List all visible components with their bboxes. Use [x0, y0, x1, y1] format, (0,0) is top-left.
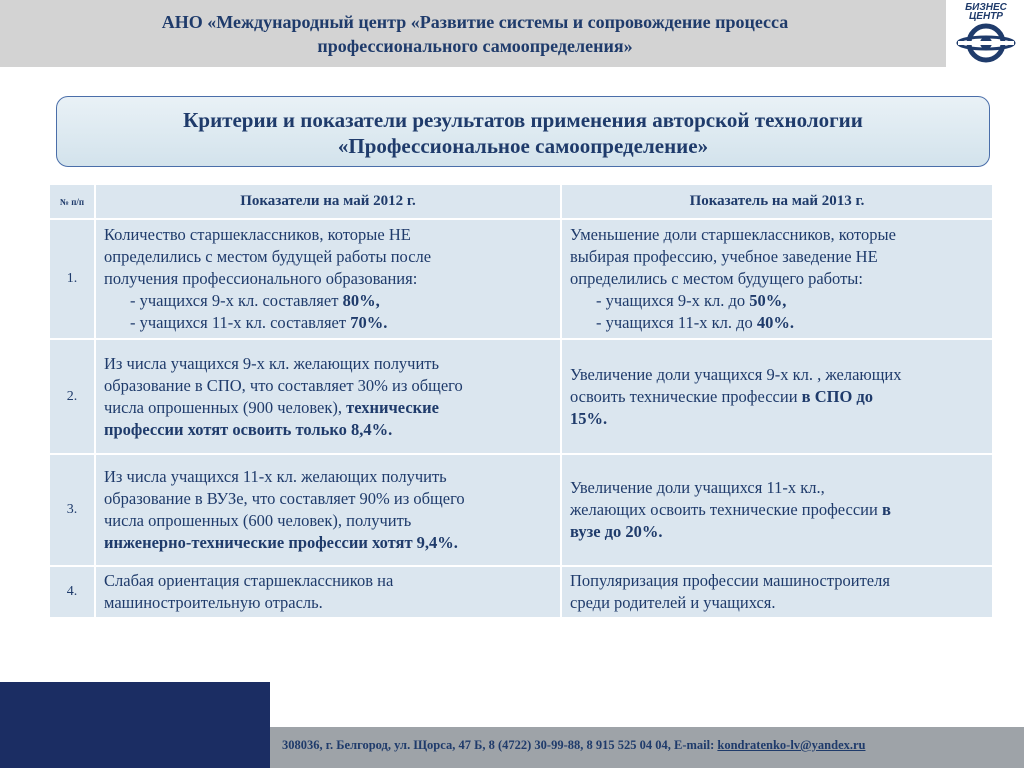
cell-bold-text: инженерно-технические профессии хотят 9,4%. [104, 533, 458, 552]
cell-bold-text: 15%. [570, 408, 608, 428]
bullet-item [104, 290, 552, 312]
indicator-2013-cell [561, 339, 993, 454]
cell-text: определились с местом будущей работы после [104, 247, 432, 266]
bullet-value: 40%. [756, 313, 794, 332]
table-header-row [49, 184, 993, 219]
cell-text: Из числа учащихся 11-х кл. желающих получить [104, 467, 447, 486]
footer-bar [270, 727, 1024, 768]
table-row [49, 566, 993, 618]
bullet-item [570, 290, 984, 312]
globe-logo-icon [955, 17, 1017, 65]
bullet-item [570, 312, 984, 334]
indicator-2013-cell [561, 566, 993, 618]
table-row [49, 219, 993, 339]
slide-title-line2: «Профессиональное самоопределение» [337, 134, 709, 158]
footer-email-link[interactable]: kondratenko-lv@yandex.ru [717, 738, 866, 752]
indicator-2012-cell [95, 454, 561, 566]
bullet-text: - учащихся 11-х кл. до [596, 313, 757, 332]
column-header-number: № п/п [49, 184, 95, 219]
cell-text: числа опрошенных (600 человек), получить [104, 511, 412, 530]
bullet-text: - учащихся 11-х кл. составляет [130, 313, 351, 332]
cell-text: Популяризация профессии машиностроителя [570, 571, 890, 590]
column-header-2013: Показатель на май 2013 г. [561, 184, 993, 219]
organization-title-line2: профессионального самоопределения» [317, 36, 633, 56]
cell-text: Количество старшеклассников, которые НЕ [104, 225, 411, 244]
row-number: 4. [49, 566, 95, 618]
cell-bold-text: профессии хотят освоить только 8,4%. [104, 419, 393, 439]
organization-title [60, 10, 890, 58]
row-number: 3. [49, 454, 95, 566]
cell-text: Уменьшение доли старшеклассников, которые [570, 225, 896, 244]
indicator-2013-cell [561, 219, 993, 339]
cell-text: Слабая ориентация старшеклассников на [104, 571, 394, 590]
table-row [49, 454, 993, 566]
cell-text: желающих освоить технические профессии [570, 500, 882, 519]
criteria-table [48, 183, 994, 619]
cell-bold-text: технические [346, 397, 439, 417]
cell-bold-text: в СПО до [801, 386, 874, 406]
cell-text: машиностроительную отрасль. [104, 593, 323, 612]
footer-address: 308036, г. Белгород, ул. Щорса, 47 Б, 8 (4722) 30-99-88, 8 915 525 04 04, E-mail: [282, 738, 718, 752]
cell-text: освоить технические профессии [570, 386, 802, 406]
cell-text: Увеличение доли учащихся 9-х кл. , желающих [570, 364, 902, 384]
bullet-value: 80%, [342, 291, 380, 310]
business-center-logo [948, 0, 1024, 67]
cell-text: выбирая профессию, учебное заведение НЕ [570, 247, 878, 266]
table-row [49, 339, 993, 454]
cell-bold-text: в [881, 500, 891, 519]
footer-contact [282, 738, 866, 753]
bullet-text: - учащихся 9-х кл. составляет [130, 291, 343, 310]
cell-text: получения профессионального образования: [104, 269, 418, 288]
indicator-2012-cell [95, 566, 561, 618]
indicator-2012-cell [95, 339, 561, 454]
logo-text-line2: ЦЕНТР [969, 11, 1003, 22]
cell-text: образование в СПО, что составляет 30% из общего [104, 375, 463, 395]
cell-text: Увеличение доли учащихся 11-х кл., [570, 478, 825, 497]
indicator-2013-cell [561, 454, 993, 566]
column-header-2012: Показатели на май 2012 г. [95, 184, 561, 219]
cell-text: числа опрошенных (900 человек), [104, 397, 347, 417]
header-bar [0, 0, 946, 67]
organization-title-line1: АНО «Международный центр «Развитие системы и сопровождение процесса [161, 12, 789, 32]
slide-title-box [56, 96, 990, 167]
logo-text-line1: БИЗНЕС [965, 2, 1007, 13]
cell-text: Из числа учащихся 9-х кл. желающих получить [104, 353, 440, 373]
row-number: 2. [49, 339, 95, 454]
bullet-text: - учащихся 9-х кл. до [596, 291, 750, 310]
bullet-value: 70%. [350, 313, 388, 332]
bullet-value: 50%, [749, 291, 787, 310]
slide-title [57, 107, 989, 159]
cell-bold-text: вузе до 20%. [570, 522, 663, 541]
cell-text: образование в ВУЗе, что составляет 90% из общего [104, 489, 465, 508]
row-number: 1. [49, 219, 95, 339]
cell-text: среди родителей и учащихся. [570, 593, 776, 612]
bullet-item [104, 312, 552, 334]
footer-dark-panel [0, 682, 270, 768]
indicator-2012-cell [95, 219, 561, 339]
slide-title-line1: Критерии и показатели результатов применения авторской технологии [183, 108, 863, 132]
cell-text: определились с местом будущего работы: [570, 269, 863, 288]
